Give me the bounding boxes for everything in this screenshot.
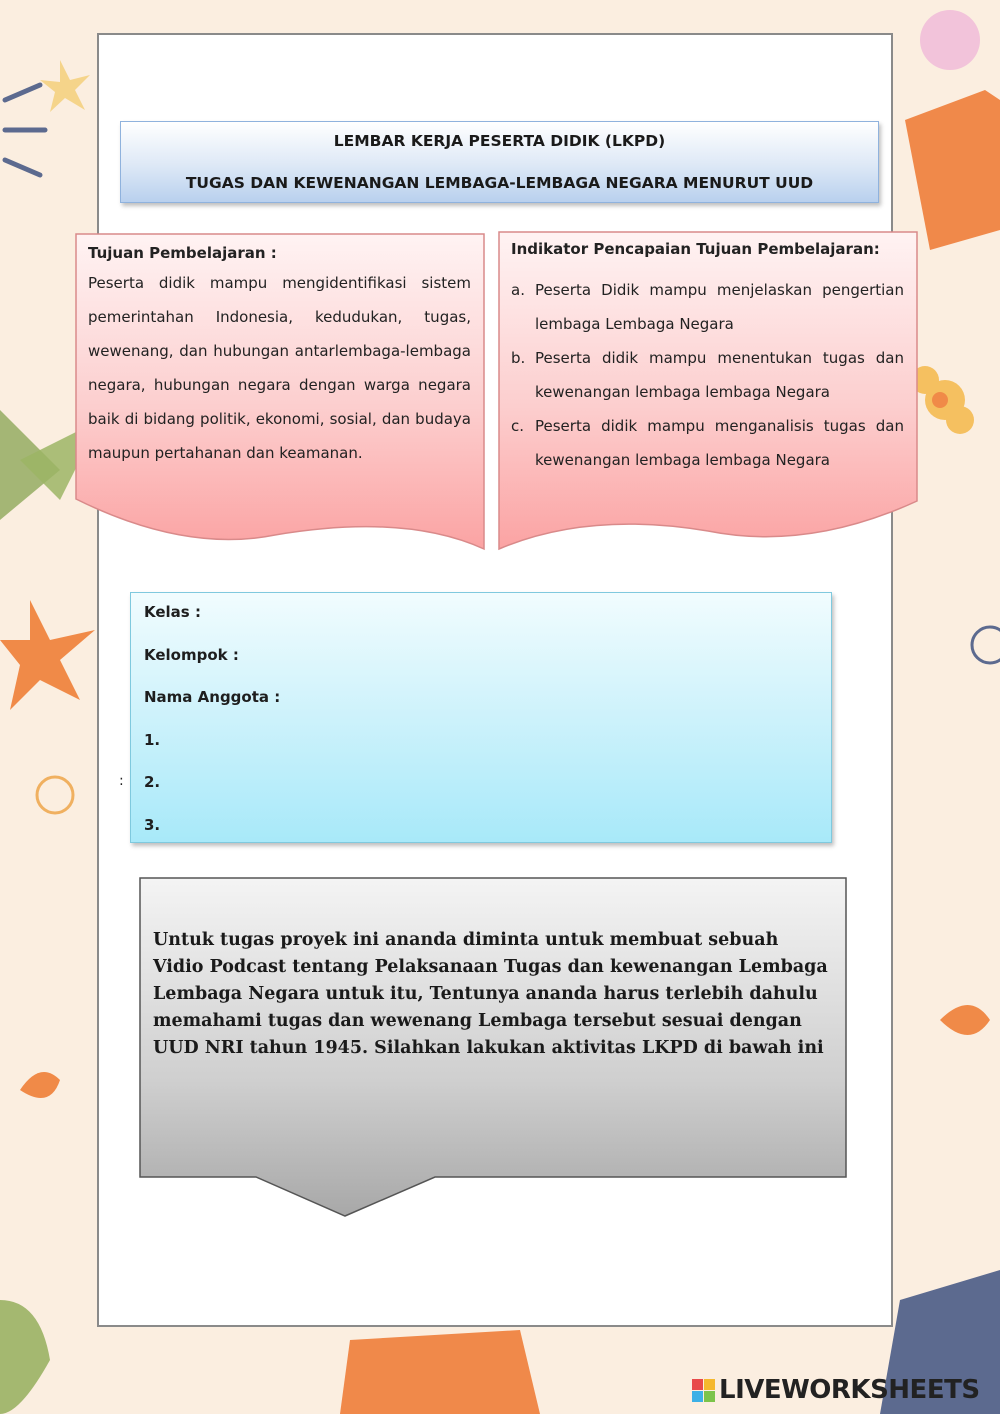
logo-square-yellow	[704, 1379, 715, 1390]
identity-box	[130, 592, 832, 843]
indikator-item	[511, 273, 904, 341]
indikator-item-letter: b.	[511, 349, 526, 367]
member-number: 1.	[144, 731, 161, 749]
kelas-label: Kelas :	[144, 603, 201, 621]
liveworksheets-icon	[692, 1379, 715, 1402]
worksheet-title: LEMBAR KERJA PESERTA DIDIK (LKPD)	[333, 132, 666, 150]
title-box	[120, 121, 879, 203]
kelompok-label: Kelompok :	[144, 646, 239, 664]
member-number: 3.	[144, 816, 161, 834]
indikator-item-text: Peserta didik mampu menentukan tugas dan kewenangan lembaga lembaga Negara	[535, 349, 904, 401]
member-number: 2.	[144, 773, 161, 791]
stripe-decoration-icon	[5, 85, 45, 175]
tujuan-heading: Tujuan Pembelajaran :	[88, 244, 277, 262]
indikator-item-letter: c.	[511, 417, 525, 435]
nama-anggota-label: Nama Anggota :	[144, 688, 281, 706]
logo-square-green	[704, 1391, 715, 1402]
indikator-item-letter: a.	[511, 281, 525, 299]
instruction-box	[139, 877, 847, 1219]
tujuan-text: Peserta didik mampu mengidentifikasi sistem pemerintahan Indonesia, kedudukan, tugas, wewenang, dan hubungan antarlembaga-lembaga negara, hubungan negara dengan warga negara baik di bidang politik, ekonomi, sosial, dan budaya maupun pertahanan dan keamanan.	[88, 274, 471, 462]
liveworksheets-name: LIVEWORKSHEETS	[719, 1375, 980, 1405]
instruction-text: Untuk tugas proyek ini ananda diminta untuk membuat sebuah Vidio Podcast tentang Pelaksanaan Tugas dan kewenangan Lembaga Lembaga Negara untuk itu, Tentunya ananda harus terlebih dahulu memahami tugas dan wewenang Lembaga tersebut sesuai dengan UUD NRI tahun 1945. Silahkan lakukan aktivitas LKPD di bawah ini	[153, 930, 828, 1058]
indikator-list	[511, 273, 904, 477]
indikator-item-text: Peserta didik mampu menganalisis tugas dan kewenangan lembaga lembaga Negara	[535, 417, 904, 469]
stray-colon: :	[119, 773, 124, 789]
indikator-heading: Indikator Pencapaian Tujuan Pembelajaran:	[511, 240, 880, 258]
indikator-box	[498, 231, 918, 569]
worksheet-subtitle: TUGAS DAN KEWENANGAN LEMBAGA-LEMBAGA NEGARA MENURUT UUD	[185, 174, 814, 192]
indikator-item	[511, 409, 904, 477]
logo-square-red	[692, 1379, 703, 1390]
tujuan-box	[75, 233, 485, 569]
indikator-item-text: Peserta Didik mampu menjelaskan pengertian lembaga Lembaga Negara	[535, 281, 904, 333]
logo-square-blue	[692, 1391, 703, 1402]
liveworksheets-logo	[692, 1372, 980, 1408]
flower-decoration-icon	[911, 366, 974, 434]
indikator-item	[511, 341, 904, 409]
